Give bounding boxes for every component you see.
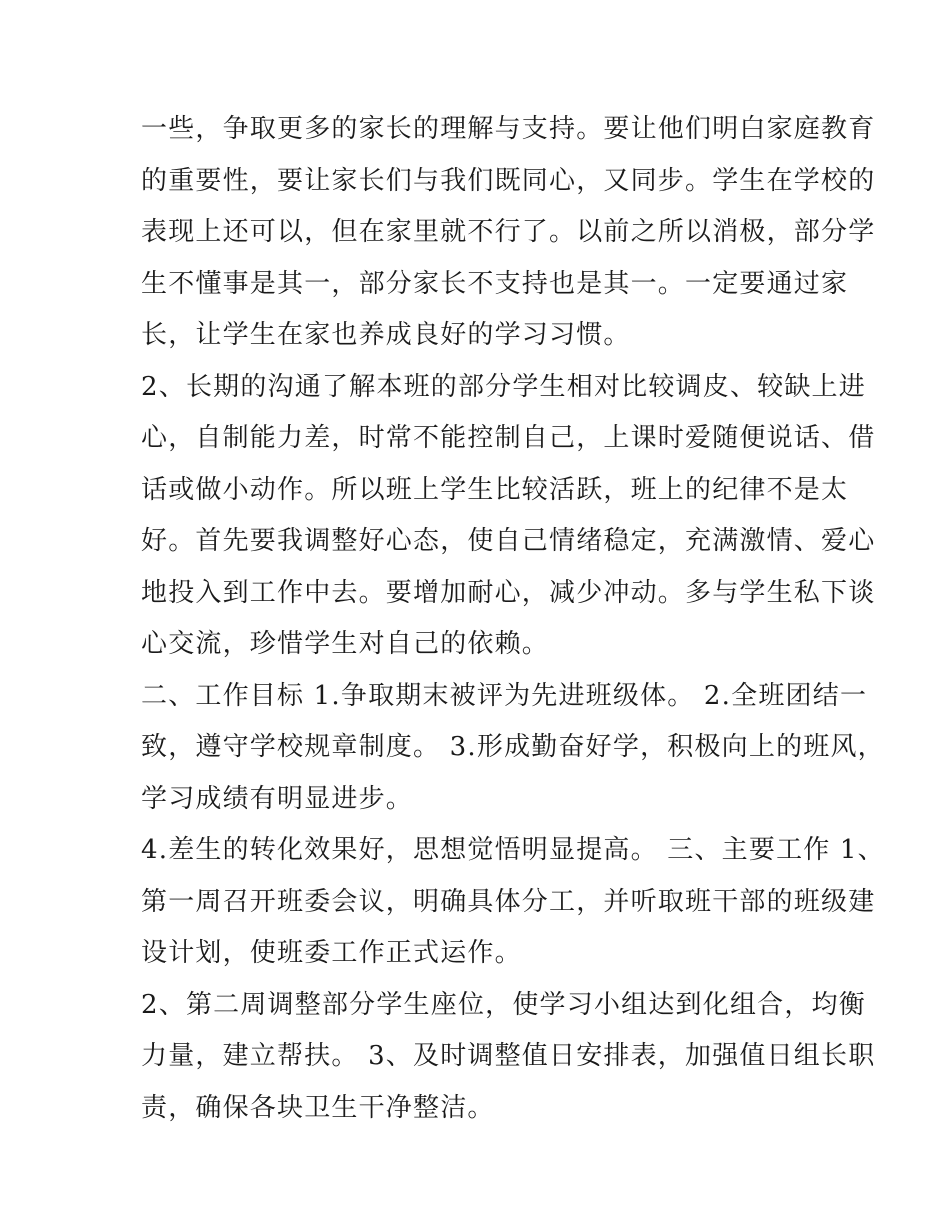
text-line: 心交流，珍惜学生对自己的依赖。 — [141, 629, 550, 659]
text-line: 致，遵守学校规章制度。 3.形成勤奋好学，积极向上的班风， — [141, 732, 885, 762]
text-line: 设计划，使班委工作正式运作。 — [141, 938, 522, 968]
text-line: 生不懂事是其一，部分家长不支持也是其一。一定要通过家 — [141, 268, 849, 299]
text-line: 2、第二周调整部分学生座位，使学习小组达到化组合，均衡 — [141, 989, 866, 1020]
text-line: 学习成绩有明显进步。 — [141, 783, 414, 814]
text-line: 心，自制能力差，时常不能控制自己，上课时爱随便说话、借 — [141, 423, 876, 453]
text-line: 责，确保各块卫生干净整洁。 — [141, 1092, 495, 1123]
text-line: 2、长期的沟通了解本班的部分学生相对比较调皮、较缺上进 — [141, 371, 866, 402]
text-line: 一些，争取更多的家长的理解与支持。要让他们明白家庭教育 — [141, 114, 876, 144]
text-line: 表现上还可以，但在家里就不行了。以前之所以消极，部分学 — [141, 217, 876, 247]
text-line: 话或做小动作。所以班上学生比较活跃，班上的纪律不是太 — [141, 474, 849, 505]
text-line: 第一周召开班委会议，明确具体分工，并听取班干部的班级建 — [141, 886, 876, 917]
text-line: 的重要性，要让家长们与我们既同心，又同步。学生在学校的 — [141, 165, 876, 196]
body-text — [141, 104, 885, 1134]
text-line: 力量，建立帮扶。 3、及时调整值日安排表，加强值日组长职 — [141, 1041, 876, 1071]
text-line: 长，让学生在家也养成良好的学习习惯。 — [141, 320, 631, 350]
text-line: 4.差生的转化效果好，思想觉悟明显提高。 三、主要工作 1、 — [141, 835, 885, 865]
text-line: 地投入到工作中去。要增加耐心，减少冲动。多与学生私下谈 — [141, 577, 876, 608]
text-line: 好。首先要我调整好心态，使自己情绪稳定，充满激情、爱心 — [141, 526, 876, 556]
text-line: 二、工作目标 1.争取期末被评为先进班级体。 2.全班团结一 — [141, 680, 868, 711]
